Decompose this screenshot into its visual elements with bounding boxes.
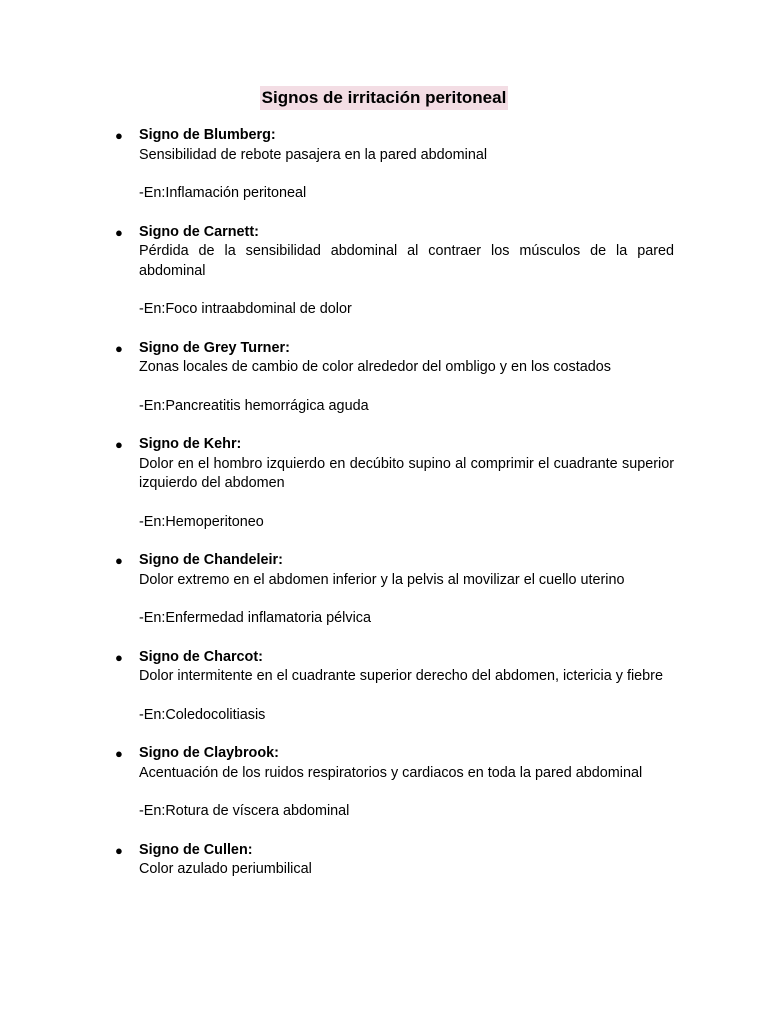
bullet-icon: ●: [115, 224, 123, 240]
bullet-icon: ●: [115, 649, 123, 665]
sign-finding: -En:Rotura de víscera abdominal: [139, 803, 350, 819]
list-item: [115, 435, 674, 532]
bullet-icon: ●: [115, 340, 123, 356]
sign-name: Signo de Chandeleir:: [139, 552, 283, 568]
sign-name: Signo de Cullen:: [139, 841, 253, 858]
sign-name: Signo de Kehr:: [139, 436, 242, 452]
bullet-icon: ●: [115, 128, 123, 143]
bullet-icon: ●: [115, 842, 123, 858]
sign-finding: -En:Coledocolitiasis: [139, 706, 266, 723]
sign-description: Pérdida de la sensibilidad abdominal al contraer los músculos de la pared abdominal: [139, 243, 674, 279]
list-item: [115, 744, 674, 822]
bullet-icon: ●: [115, 746, 123, 761]
sign-description: Zonas locales de cambio de color alrededor del ombligo y en los costados: [139, 359, 611, 375]
list-item: [115, 841, 674, 880]
title-wrap: [0, 86, 768, 110]
sign-description: Dolor intermitente en el cuadrante superior derecho del abdomen, ictericia y fiebre: [139, 668, 663, 684]
sign-description: Dolor extremo en el abdomen inferior y la pelvis al movilizar el cuello uterino: [139, 571, 625, 588]
bullet-icon: ●: [115, 437, 123, 452]
list-item: [115, 126, 674, 204]
bullet-icon: ●: [115, 553, 123, 568]
sign-finding: -En:Foco intraabdominal de dolor: [139, 301, 352, 317]
sign-description: Acentuación de los ruidos respiratorios y cardiacos en toda la pared abdominal: [139, 764, 643, 781]
sign-name: Signo de Carnett:: [139, 223, 259, 240]
list-item: [115, 223, 674, 320]
list-item: [115, 648, 674, 726]
sign-finding: -En:Pancreatitis hemorrágica aguda: [139, 397, 369, 414]
sign-finding: -En:Inflamación peritoneal: [139, 185, 307, 201]
sign-name: Signo de Charcot:: [139, 648, 263, 665]
sign-description: Sensibilidad de rebote pasajera en la pared abdominal: [139, 146, 488, 163]
sign-finding: -En:Hemoperitoneo: [139, 513, 264, 530]
sign-finding: -En:Enfermedad inflamatoria pélvica: [139, 610, 371, 626]
sign-name: Signo de Claybrook:: [139, 745, 279, 761]
list-item: [115, 551, 674, 629]
page-title: Signos de irritación peritoneal: [260, 86, 509, 110]
sign-name: Signo de Grey Turner:: [139, 339, 290, 356]
list-item: [115, 339, 674, 417]
sign-description: Dolor en el hombro izquierdo en decúbito supino al comprimir el cuadrante superior izquierdo del abdomen: [139, 455, 674, 491]
sign-description: Color azulado periumbilical: [139, 861, 312, 877]
sign-name: Signo de Blumberg:: [139, 127, 276, 143]
signs-list: [115, 126, 674, 899]
